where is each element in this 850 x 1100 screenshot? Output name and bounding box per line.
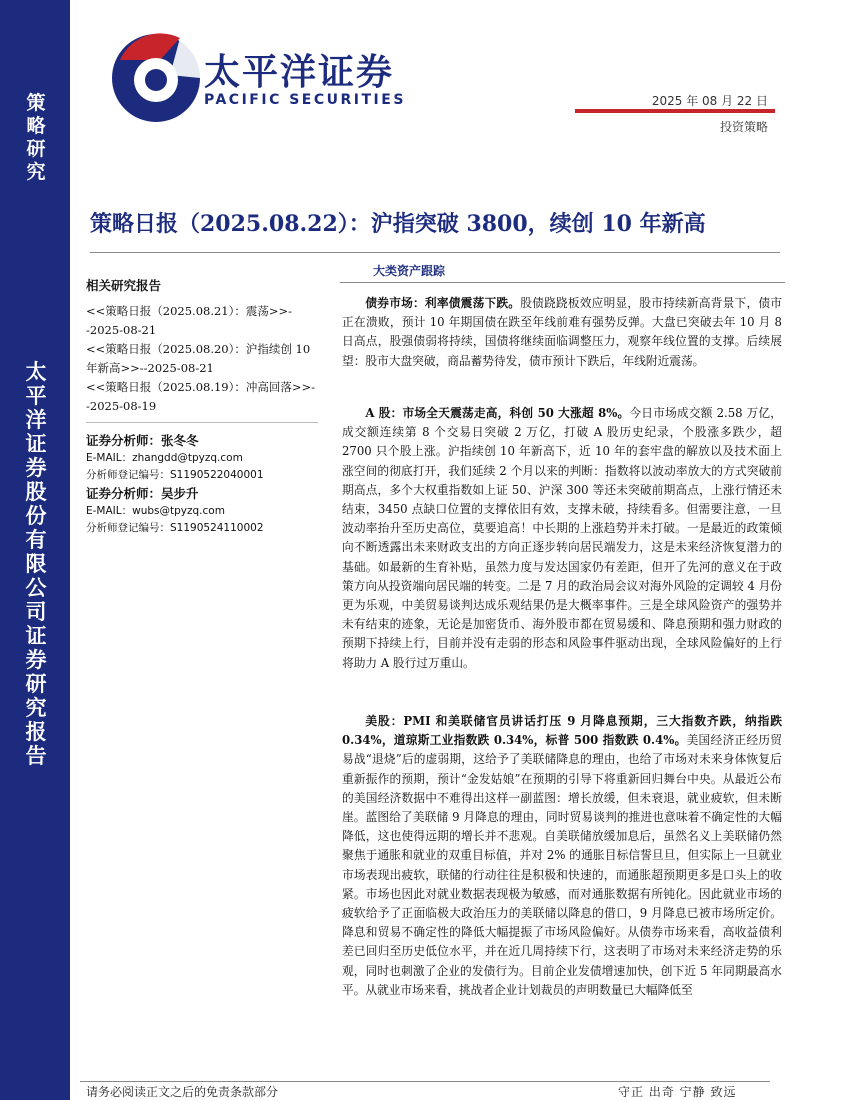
sidebar-char: 证: [25, 623, 47, 648]
sidebar-char: 洋: [25, 407, 47, 432]
footer-motto: 守正 出奇 宁静 致远: [618, 1085, 737, 1099]
analyst-name: 证券分析师：吴步升: [86, 486, 199, 501]
paragraph-lead: A 股：市场全天震荡走高，科创 50 大涨超 8%。: [365, 406, 630, 420]
paragraph-body: 股债跷跷板效应明显，股市持续新高背景下，债市正在溃败，预计 10 年期国债在跌至年线前难有强势反弹。大盘已突破去年 10 月 8 日高点，股强债弱将持续，国债将继续面临调整压力，观察年线位置的支撑。后续展望：股市大盘突破，商品蓄势待发，债市预计下跌后，年线附近震荡。: [342, 296, 782, 368]
report-title: 策略日报（2025.08.22）：沪指突破 3800，续创 10 年新高: [90, 211, 706, 237]
pacific-securities-logo-icon: [100, 20, 210, 130]
left-column: [86, 276, 324, 537]
analyst-registration: 分析师登记编号：S1190522040001: [86, 469, 264, 481]
sidebar-char: 券: [25, 455, 47, 480]
analyst-name: 证券分析师：张冬冬: [86, 433, 199, 448]
header-red-rule: [575, 109, 775, 113]
left-divider: [86, 422, 318, 423]
related-report-link[interactable]: <<策略日报（2025.08.21）：震荡>>--2025-08-21: [86, 304, 293, 337]
title-divider: [90, 252, 780, 253]
sidebar-char: 司: [25, 599, 47, 624]
sidebar-char: 有: [25, 527, 47, 552]
sidebar-char: 告: [25, 743, 47, 768]
paragraph-body: 今日市场成交额 2.58 万亿，成交额连续第 8 个交易日突破 2 万亿，打破 A 股历史纪录，个股涨多跌少，超 2700 只个股上涨。沪指续创 10 年新高下，近 10 年的套牢盘的解放以及技术面上涨空间的彻底打开，我们延续 2 个月以来的判断：指数将以波动率放大的方式突破前期高点，多个大权重指数如上证 50、沪深 300 等还未突破前期高点，上涨行情还未结束，3450 点缺口位置的支撑依旧有效，支撑未破，持续看多。但需要注意，一旦波动率抬升至历史高位，莫要追高！中长期的上涨趋势并未打破。一是最近的政策倾向不断透露出未来财政支出的方向正逐步转向居民端发力，这是未来经济恢复潜力的基础。如最新的生育补贴，虽然力度与发达国家仍有差距，但开了先河的意义在于政策方向从投资端向居民端的转变。二是 7 月的政治局会议对海外风险的定调较 4 月份更为乐观，中美贸易谈判达成乐观结果仍是大概率事件。三是全球风险资产的强势并未有结束的迹象，无论是加密货币、海外股市都在贸易缓和、降息预期和强力财政的预期下持续上行，目前并没有走弱的形态和风险事件驱动出现，全球风险偏好的上行将助力 A 股行过万重山。: [342, 406, 782, 670]
sidebar-char: 份: [25, 503, 47, 528]
report-category: 投资策略: [719, 120, 768, 134]
sidebar-char: 研: [26, 138, 46, 160]
sidebar-char: 策: [26, 92, 46, 114]
brand-name-en: PACIFIC SECURITIES: [204, 92, 406, 108]
section-divider: [340, 282, 785, 283]
report-date: 2025 年 08 月 22 日: [651, 94, 768, 108]
sidebar-char: 研: [25, 671, 47, 696]
sidebar: [0, 0, 70, 1100]
analyst-email[interactable]: E-MAIL：zhangdd@tpyzq.com: [86, 452, 243, 464]
sidebar-char: 证: [25, 431, 47, 456]
sidebar-char: 太: [25, 359, 47, 384]
related-report-link[interactable]: <<策略日报（2025.08.20）：沪指续创 10 年新高>>--2025-08-21: [86, 342, 311, 375]
sidebar-company-label: [16, 360, 56, 768]
brand-name-cn: 太平洋证券: [204, 52, 395, 93]
footer-divider: [80, 1081, 770, 1082]
paragraph-bond-market: [342, 294, 782, 371]
sidebar-char: 券: [25, 647, 47, 672]
sidebar-char: 限: [25, 551, 47, 576]
analyst-registration: 分析师登记编号：S1190524110002: [86, 522, 264, 534]
analyst-email[interactable]: E-MAIL：wubs@tpyzq.com: [86, 505, 225, 517]
sidebar-char: 股: [25, 479, 47, 504]
sidebar-char: 究: [26, 161, 46, 183]
sidebar-char: 报: [25, 719, 47, 744]
footer-disclaimer: 请务必阅读正文之后的免责条款部分: [86, 1085, 279, 1099]
sidebar-char: 略: [26, 115, 46, 137]
paragraph-lead: 债券市场：利率债震荡下跌。: [365, 296, 521, 310]
related-report-link[interactable]: <<策略日报（2025.08.19）：冲高回落>>--2025-08-19: [86, 380, 316, 413]
related-reports-heading: 相关研究报告: [86, 278, 162, 293]
paragraph-lead: 美股：PMI 和美联储官员讲话打压 9 月降息预期，三大指数齐跌，纳指跌 0.34%，道琼斯工业指数跌 0.34%，标普 500 指数跌 0.4%。: [342, 714, 782, 748]
section-heading: 大类资产跟踪: [373, 264, 446, 278]
paragraph-a-share: [342, 404, 782, 673]
sidebar-char: 平: [25, 383, 47, 408]
sidebar-char: 究: [25, 695, 47, 720]
paragraph-us-stocks: [342, 712, 782, 1072]
sidebar-char: 公: [25, 575, 47, 600]
paragraph-body: 美国经济正经历贸易战“退烧”后的虚弱期，这给予了美联储降息的理由，也给了市场对未来身体恢复后重新振作的预期，预计“金发姑娘”在预期的引导下将重新回归舞台中央。从最近公布的美国经济数据中不难得出这样一副蓝图：增长放缓，但未衰退，就业疲软，但未断崖。蓝图给了美联储 9 月降息的理由，同时贸易谈判的推进也意味着不确定性的大幅降低，这也使得远期的增长并不悲观。自美联储放缓加息后，虽然名义上美联储仍然聚焦于通胀和就业的双重目标值，并对 2% 的通胀目标信誓旦旦，但实际上一旦就业市场表现出疲软，联储的行动往往是积极和快速的，而通胀超预期更多是口头上的收紧。市场也因此对就业数据表现极为敏感，而对通胀数据有所钝化。因此就业市场的疲软给予了正面临极大政治压力的美联储以降息的借口，9 月降息已被市场所定价。降息和贸易不确定性的降低大幅提振了市场风险偏好。从债券市场来看，高收益债利差已回归至历史低位水平，并在近几周持续下行，这表明了市场对未来经济走势的乐观，同时也刺激了企业的发债行为。目前企业发债增速加快，创下近 5 年同期最高水平。从就业市场来看，挑战者企业计划裁员的声明数量已大幅降低至: [342, 733, 782, 997]
sidebar-top-label: [16, 92, 56, 184]
